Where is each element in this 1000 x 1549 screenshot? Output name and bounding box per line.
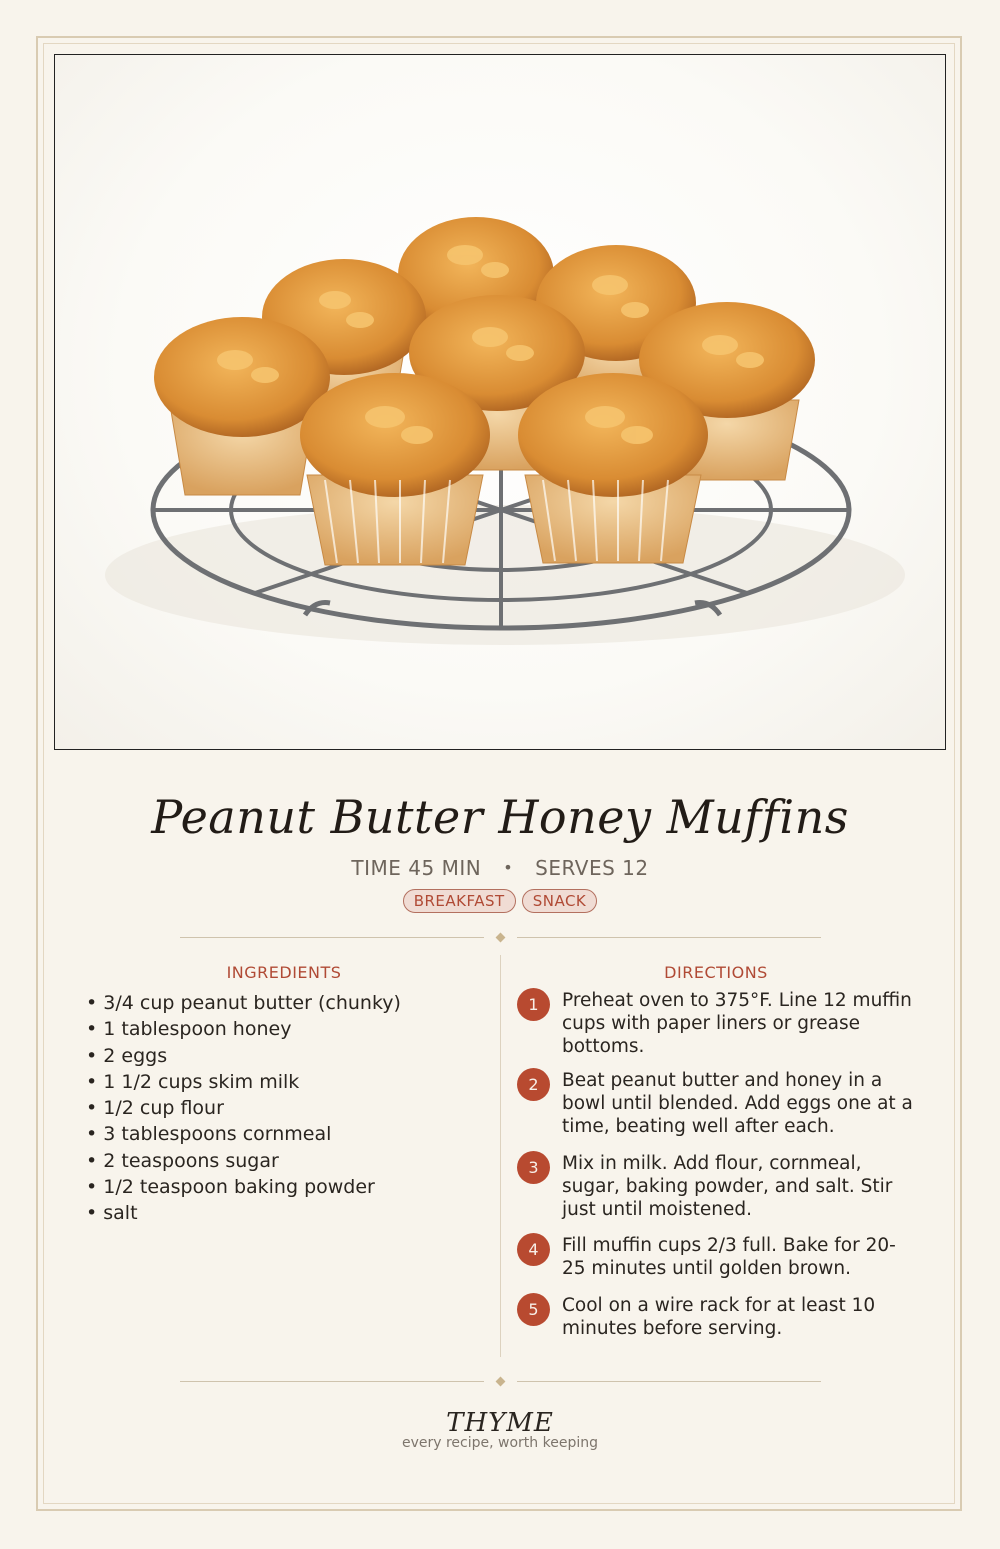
column-divider	[500, 955, 501, 1357]
ingredient-item: • 1 1/2 cups skim milk	[86, 1069, 486, 1095]
meta-separator: •	[503, 858, 514, 877]
ingredient-item: • 2 eggs	[86, 1043, 486, 1069]
ingredient-item: • 3 tablespoons cornmeal	[86, 1121, 486, 1147]
step-text: Mix in milk. Add flour, cornmeal, sugar, baking powder, and salt. Stir just until moistened.	[562, 1153, 893, 1220]
step-text: Fill muffin cups 2/3 full. Bake for 20-25 minutes until golden brown.	[562, 1235, 896, 1279]
ingredient-item: • salt	[86, 1200, 486, 1226]
step-text: Beat peanut butter and honey in a bowl until blended. Add eggs one at a time, beating well after each.	[562, 1070, 913, 1137]
divider-right	[517, 937, 821, 938]
brand-tagline: every recipe, worth keeping	[401, 1435, 598, 1451]
divider-left	[180, 937, 484, 938]
recipe-meta	[0, 856, 1000, 880]
step-number: 5	[517, 1293, 550, 1326]
ingredient-item: • 3/4 cup peanut butter (chunky)	[86, 990, 486, 1016]
muffins-illustration	[55, 55, 946, 750]
servings: SERVES 12	[535, 856, 649, 880]
recipe-photo	[54, 54, 946, 750]
ingredient-item: • 1/2 teaspoon baking powder	[86, 1174, 486, 1200]
tag-snack[interactable]: SNACK	[522, 889, 598, 913]
brand-logo: THYME	[446, 1408, 554, 1438]
step-text: Cool on a wire rack for at least 10 minutes before serving.	[562, 1295, 876, 1339]
step-number: 3	[517, 1151, 550, 1184]
tag-breakfast[interactable]: BREAKFAST	[403, 889, 516, 913]
recipe-title: Peanut Butter Honey Muffins	[151, 790, 849, 844]
step-number: 1	[517, 988, 550, 1021]
ingredients-list	[86, 990, 486, 1227]
ingredient-item: • 2 teaspoons sugar	[86, 1148, 486, 1174]
ingredients-heading: INGREDIENTS	[226, 963, 342, 982]
step-number: 4	[517, 1233, 550, 1266]
step-number: 2	[517, 1068, 550, 1101]
footer-divider-right	[517, 1381, 821, 1382]
step-text: Preheat oven to 375°F. Line 12 muffin cups with paper liners or grease bottoms.	[562, 990, 912, 1057]
footer-divider-left	[180, 1381, 484, 1382]
ingredient-item: • 1 tablespoon honey	[86, 1016, 486, 1042]
cook-time: TIME 45 MIN	[351, 856, 482, 880]
tag-list	[0, 889, 1000, 913]
ingredient-item: • 1/2 cup flour	[86, 1095, 486, 1121]
directions-heading: DIRECTIONS	[664, 963, 768, 982]
